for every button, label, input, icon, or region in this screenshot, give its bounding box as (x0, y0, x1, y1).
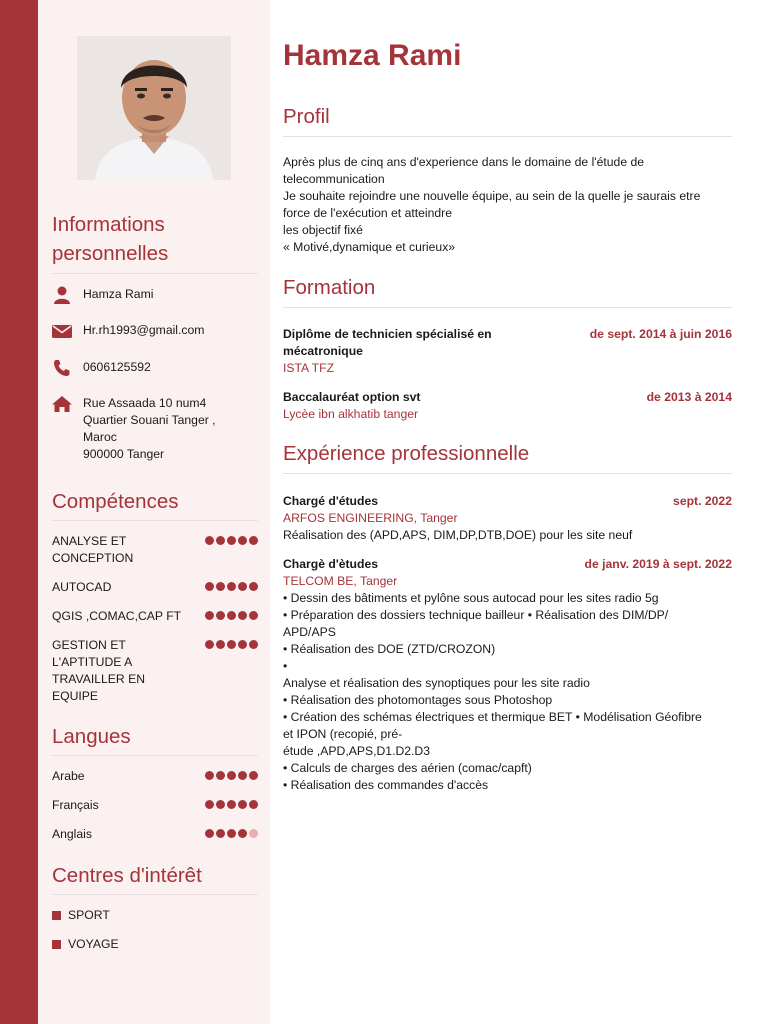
job-date: de janv. 2019 à sept. 2022 (584, 557, 732, 571)
home-icon (52, 395, 72, 413)
language-level (205, 800, 258, 809)
skill-item (52, 579, 258, 596)
info-email-text[interactable]: Hr.rh1993@gmail.com (83, 323, 205, 337)
education-date: de sept. 2014 à juin 2016 (589, 327, 732, 341)
bullet-square-icon (52, 911, 61, 920)
language-name: Anglais (52, 827, 92, 841)
job-detail-line: Réalisation des (APD,APS, DIM,DP,DTB,DOE) pour les site neuf (283, 528, 633, 542)
rating-dot-filled (216, 582, 225, 591)
rating-dot-filled (205, 771, 214, 780)
rating-dot-filled (238, 829, 247, 838)
skill-name: AUTOCAD (52, 580, 112, 594)
rating-dot-filled (216, 536, 225, 545)
school-name: Lycèe ibn alkhatib tanger (283, 407, 419, 421)
profile-text (283, 154, 732, 256)
divider (52, 755, 258, 756)
rating-dot-filled (249, 771, 258, 780)
language-item (52, 826, 258, 843)
interests-title: Centres d'intérêt (52, 864, 202, 887)
envelope-icon (52, 322, 72, 340)
languages-title: Langues (52, 725, 131, 748)
experience-entry (283, 493, 732, 544)
divider (283, 473, 732, 474)
job-date: sept. 2022 (673, 494, 732, 508)
degree-title: Baccalauréat option svt (283, 390, 421, 404)
profile-line: force de l'exécution et atteindre (283, 206, 452, 220)
experience-title: Expérience professionnelle (283, 442, 530, 465)
info-address-text: Rue Assaada 10 num4 Quartier Souani Tanger , Maroc 900000 Tanger (83, 396, 216, 461)
skill-name: QGIS ,COMAC,CAP FT (52, 609, 182, 623)
profile-line: les objectif fixé (283, 223, 363, 237)
degree-title: Diplôme de technicien spécialisé en mécatronique (283, 327, 492, 358)
rating-dot-filled (227, 771, 236, 780)
job-detail-line: étude ,APD,APS,D1.D2.D3 (283, 744, 430, 758)
rating-dot-filled (227, 582, 236, 591)
profile-line: Je souhaite rejoindre une nouvelle équipe, au sein de la quelle je saurais etre (283, 189, 701, 203)
info-phone-text[interactable]: 0606125592 (83, 360, 151, 374)
rating-dot-filled (249, 640, 258, 649)
rating-dot-filled (205, 611, 214, 620)
skill-level (205, 611, 258, 620)
skill-item (52, 637, 258, 705)
experience-entry (283, 556, 732, 794)
rating-dot-filled (205, 536, 214, 545)
info-name-text: Hamza Rami (83, 287, 154, 301)
education-entry (283, 389, 732, 423)
job-detail-line: • Calculs de charges des aérien (comac/capft) (283, 761, 532, 775)
rating-dot-filled (227, 611, 236, 620)
rating-dot-filled (227, 536, 236, 545)
user-icon (52, 286, 72, 304)
company-name: ARFOS ENGINEERING, Tanger (283, 511, 458, 525)
job-detail-line: • Préparation des dossiers technique bailleur • Réalisation des DIM/DP/ (283, 608, 669, 622)
interest-label: SPORT (68, 908, 110, 922)
skill-item (52, 608, 258, 625)
rating-dot-filled (216, 771, 225, 780)
education-title: Formation (283, 276, 376, 299)
candidate-name: Hamza Rami (283, 39, 462, 72)
language-level (205, 771, 258, 780)
rating-dot-filled (227, 829, 236, 838)
job-role: Chargè d'ètudes (283, 557, 379, 571)
divider (52, 273, 258, 274)
skills-title: Compétences (52, 490, 179, 513)
rating-dot-filled (216, 640, 225, 649)
job-detail-line: APD/APS (283, 625, 336, 639)
profile-line: « Motivé,dynamique et curieux» (283, 240, 456, 254)
left-accent-strip (0, 0, 38, 1024)
language-item (52, 768, 258, 785)
personal-info-title: Informations personnelles (52, 213, 169, 265)
skill-level (205, 536, 258, 545)
school-name: ISTA TFZ (283, 361, 335, 375)
education-date: de 2013 à 2014 (646, 390, 732, 404)
rating-dot-filled (249, 611, 258, 620)
language-name: Arabe (52, 769, 85, 783)
language-level (205, 829, 258, 838)
skill-item (52, 533, 258, 567)
job-detail-line: • Réalisation des DOE (ZTD/CROZON) (283, 642, 496, 656)
job-detail-line: • Dessin des bâtiments et pylône sous autocad pour les sites radio 5g (283, 591, 659, 605)
job-detail-line: • (283, 659, 288, 673)
divider (283, 307, 732, 308)
rating-dot-filled (216, 611, 225, 620)
rating-dot-filled (249, 536, 258, 545)
divider (283, 136, 732, 137)
profile-photo (77, 36, 231, 180)
skill-name: ANALYSE ET CONCEPTION (52, 534, 134, 565)
job-role: Chargé d'études (283, 494, 379, 508)
rating-dot-filled (227, 640, 236, 649)
rating-dot-empty (249, 829, 258, 838)
skill-level (205, 640, 258, 649)
sidebar (38, 0, 270, 1024)
profile-line: telecommunication (283, 172, 385, 186)
job-detail-line: • Réalisation des photomontages sous Photoshop (283, 693, 553, 707)
job-detail-line: Analyse et réalisation des synoptiques pour les site radio (283, 676, 590, 690)
job-detail-line: • Création des schémas électriques et thermique BET • Modélisation Géofibre (283, 710, 702, 724)
rating-dot-filled (238, 771, 247, 780)
divider (52, 894, 258, 895)
rating-dot-filled (227, 800, 236, 809)
rating-dot-filled (205, 582, 214, 591)
skill-name: GESTION ET L'APTITUDE A TRAVAILLER EN EQUIPE (52, 638, 146, 703)
bullet-square-icon (52, 940, 61, 949)
rating-dot-filled (238, 582, 247, 591)
rating-dot-filled (205, 800, 214, 809)
company-name: TELCOM BE, Tanger (283, 574, 398, 588)
skill-level (205, 582, 258, 591)
rating-dot-filled (249, 800, 258, 809)
language-name: Français (52, 798, 99, 812)
interest-label: VOYAGE (68, 937, 119, 951)
rating-dot-filled (238, 536, 247, 545)
main-content (283, 0, 732, 1024)
education-entry (283, 326, 732, 377)
rating-dot-filled (205, 829, 214, 838)
rating-dot-filled (216, 800, 225, 809)
job-detail-line: et IPON (recopié, pré- (283, 727, 403, 741)
rating-dot-filled (238, 800, 247, 809)
rating-dot-filled (238, 640, 247, 649)
language-item (52, 797, 258, 814)
profile-line: Après plus de cinq ans d'experience dans le domaine de l'étude de (283, 155, 645, 169)
rating-dot-filled (249, 582, 258, 591)
rating-dot-filled (205, 640, 214, 649)
profile-title: Profil (283, 105, 330, 128)
rating-dot-filled (216, 829, 225, 838)
job-detail-line: • Réalisation des commandes d'accès (283, 778, 489, 792)
divider (52, 520, 258, 521)
phone-icon (52, 359, 72, 377)
rating-dot-filled (238, 611, 247, 620)
